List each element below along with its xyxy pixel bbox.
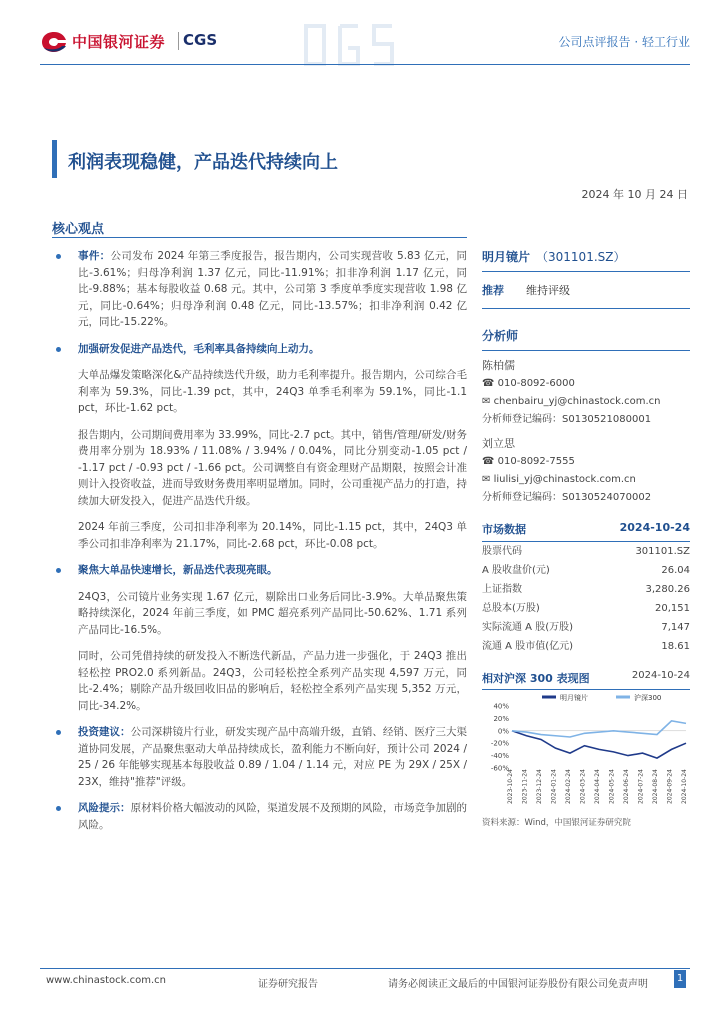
x-tick-label: 2023-11-24 [521,769,529,804]
x-tick-label: 2024-05-24 [608,769,616,804]
bullet-margin: 加强研发促进产品迭代，毛利率具备持续向上动力。 [52,341,467,358]
footer-disclaimer: 请务必阅读正文最后的中国银河证券股份有限公司免责声明 [388,979,648,990]
y-tick-label: 20% [493,714,509,723]
analyst-heading: 分析师 [482,329,519,343]
report-date: 2024 年 10 月 24 日 [581,188,688,201]
page-number: 1 [674,970,686,988]
footer-center: 证券研究报告 [258,979,318,990]
company-name: 明月镜片 （301101.SZ） [482,242,690,272]
series-line [512,731,686,758]
table-row: 总股本(万股) 20,151 [482,603,690,614]
analyst-card: 陈柏儒 ☎ 010-8092-6000 ✉ chenbairu_yj@chinastock.com.cn 分析师登记编码：S0130521080001 [482,359,661,425]
x-tick-label: 2023-10-24 [507,769,514,804]
table-row: 上证指数 3,280.26 [482,584,690,595]
main-content [52,248,467,843]
sidebar [482,242,690,828]
legend-label: 明月镜片 [560,694,588,702]
y-tick-label: -20% [490,739,509,748]
x-tick-label: 2024-09-24 [666,769,674,804]
table-row: 实际流通 A 股(万股) 7,147 [482,622,690,633]
chart-heading: 相对沪深 300 表现图 2024-10-24 [482,670,690,690]
x-tick-label: 2024-03-24 [579,769,587,804]
x-tick-label: 2024-04-24 [594,769,601,804]
chart-source: 资料来源：Wind，中国银河证券研究院 [482,818,631,828]
y-tick-label: -60% [490,764,509,773]
footer-url[interactable]: www.chinastock.com.cn [46,975,166,986]
x-tick-label: 2024-02-24 [565,769,572,804]
page-header [0,0,724,80]
y-tick-label: 40% [493,702,509,711]
market-data-heading: 市场数据 2024-10-24 [482,521,690,542]
x-tick-label: 2024-07-24 [637,769,645,804]
table-row: A 股收盘价(元) 26.04 [482,565,690,576]
core-view-heading: 核心观点 [52,222,105,237]
page-title: 利润表现稳健，产品迭代持续向上 [68,152,338,173]
paragraph: 24Q3，公司镜片业务实现 1.67 亿元，剔除出口业务后同比-3.9%。大单品聚焦策略持续深化，2024 年前三季度，如 PMC 超亮系列产品同比-50.62%、1.71 系列产品同比-16.5%。 [78,590,467,636]
x-tick-label: 2024-10-24 [681,769,688,804]
x-tick-label: 2024-06-24 [623,769,630,804]
table-row: 流通 A 股市值(亿元) 18.61 [482,641,690,652]
market-data-table [482,542,690,656]
paragraph: 报告期内，公司期间费用率为 33.99%，同比-2.7 pct。其中，销售/管理/研发/财务费用率分别为 18.93% / 11.08% / 3.94% / 0.04%，同比分别变动-1.05 pct / -1.17 pct / -0.93 pct / -1.66 pct。公司调整自有资金理财产品期限，按照会计准则计入投资收益，进而导致财务费用率明显增加。同时，公司重视产品力的打造，持续加大研发投入，促进产品迭代升级。 [78,428,467,507]
rating: 推荐 维持评级 [482,272,690,309]
y-tick-label: -40% [490,752,509,761]
paragraph: 大单品爆发策略深化&产品持续迭代升级，助力毛利率提升。报告期内，公司综合毛利率为 59.3%，同比-1.39 pct，其中，24Q3 单季毛利率为 59.1%，同比-1.1 pct，环比-1.62 pct。 [78,369,467,414]
series-line [512,721,686,737]
x-tick-label: 2024-01-24 [550,769,558,804]
logo-text-cn: 中国银河证券 [72,33,166,51]
paragraph: 2024 年前三季度，公司扣非净利率为 20.14%，同比-1.15 pct，其中，24Q3 单季公司扣非净利率为 21.17%，同比-2.68 pct，环比-0.08 pct。 [78,521,467,550]
phone-icon: ☎ [482,456,498,467]
bullet-investment: 投资建议：公司深耕镜片行业，研发实现产品中高端升级，直销、经销、医疗三大渠道协同发展，产品聚焦驱动大单品持续成长，盈利能力不断向好，预计公司 2024 / 25 / 26 年能够实现基本每股收益 0.89 / 1.04 / 1.14 元，对应 PE 为 29X / 25X / 23X，维持"推荐"评级。 [52,724,467,790]
watermark-logo [302,20,398,70]
table-row: 股票代码 301101.SZ [482,546,690,557]
email-icon: ✉ [482,396,494,407]
phone-icon: ☎ [482,378,498,389]
paragraph: 同时，公司凭借持续的研发投入不断迭代新品，产品力进一步强化，于 24Q3 推出轻松控 PRO2.0 系列新品。24Q3，公司轻松控全系列产品实现 4,597 万元，同比-2.4%；剔除产品升级回收旧品的影响后，轻松控全系列产品实现 5,352 万元，同比-34.2%。 [78,650,467,712]
bullet-risk: 风险提示：原材料价格大幅波动的风险，渠道发展不及预期的风险，市场竞争加剧的风险。 [52,800,467,833]
y-tick-label: 0% [497,727,509,736]
relative-performance-chart [482,690,690,810]
email-icon: ✉ [482,474,494,485]
bullet-event: 事件：公司发布 2024 年第三季度报告，报告期内，公司实现营收 5.83 亿元，同比-3.61%；归母净利润 1.37 亿元，同比-11.91%；扣非净利润 1.17 亿元，同比-9.88%；基本每股收益 0.68 元。其中，公司第 3 季度单季度实现营收 1.98 亿元，同比-0.64%；归母净利润 0.48 亿元，同比-13.57%；扣非净利润 0.42 亿元，同比-15.22%。 [52,248,467,331]
cgs-logo-icon [40,30,68,54]
analyst-card: 刘立思 ☎ 010-8092-7555 ✉ liulisi_yj@chinastock.com.cn 分析师登记编码：S0130524070002 [482,437,652,503]
legend-label: 沪深300 [634,694,662,702]
x-tick-label: 2024-08-24 [652,769,659,804]
logo-text-en: CGS [183,31,218,49]
bullet-product: 聚焦大单品快速增长，新品迭代表现亮眼。 [52,562,467,579]
report-type: 公司点评报告 · 轻工行业 [558,35,690,49]
x-tick-label: 2023-12-24 [536,769,543,804]
